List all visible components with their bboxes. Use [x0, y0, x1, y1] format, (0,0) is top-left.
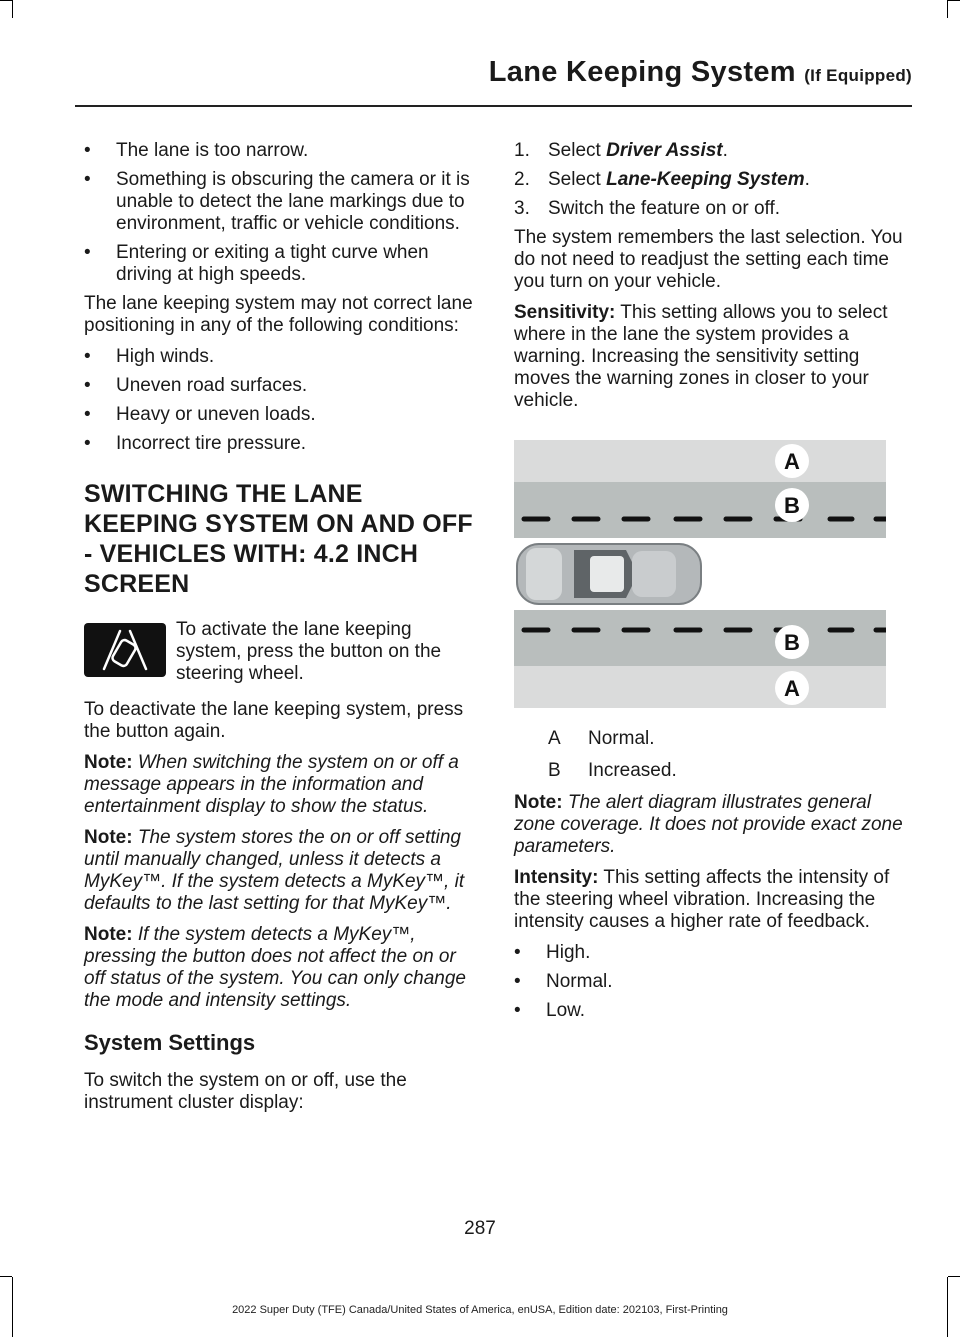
note-label: Note: [84, 752, 133, 773]
zone-a-bottom [514, 666, 886, 708]
note-text: If the system detects a MyKey™, pressing the button does not affect the on or off status of the system. You can only change the mode and intensity settings. [84, 924, 466, 1011]
legend-value: Increased. [588, 760, 677, 781]
step-text: Select [548, 169, 607, 190]
remembers-paragraph: The system remembers the last selection. You do not need to readjust the setting each time you turn on your vehicle. [514, 227, 903, 292]
diagram-label-a: A [784, 449, 800, 474]
legend-value: Normal. [588, 728, 655, 749]
step-number: 2. [514, 169, 530, 190]
header-divider [75, 105, 912, 107]
note-text: When switching the system on or off a message appears in the information and entertainment display to show the status. [84, 752, 459, 817]
step-suffix: . [722, 140, 728, 161]
intensity-label: Intensity: [514, 867, 599, 888]
list-item: • High. [514, 942, 909, 964]
deactivate-text: To deactivate the lane keeping system, press the button again. [84, 699, 464, 742]
activate-row [84, 619, 479, 685]
note-paragraph [84, 827, 479, 915]
car-top-view [517, 544, 701, 604]
crop-mark [0, 0, 12, 1]
left-column [84, 140, 479, 1123]
settings-intro: To switch the system on or off, use the instrument cluster display: [84, 1070, 407, 1113]
menu-option: Driver Assist [606, 140, 723, 161]
sensitivity-paragraph [514, 302, 909, 412]
step-text: Switch the feature on or off. [548, 198, 781, 219]
note-paragraph [84, 752, 479, 818]
intensity-text: This setting affects the intensity of the steering wheel vibration. Increasing the intensity causes a higher rate of feedback. [514, 867, 890, 932]
zone-a-top [514, 440, 886, 482]
legend-key: A [548, 728, 561, 749]
note-label: Note: [84, 924, 133, 945]
note-paragraph [84, 924, 479, 1012]
list-item: • Something is obscuring the camera or it is unable to detect the lane markings due to environment, traffic or vehicle conditions. [84, 169, 479, 235]
step-text: Select [548, 140, 607, 161]
menu-option: Lane-Keeping System [606, 169, 805, 190]
crop-mark [0, 1276, 12, 1277]
list-item: • The lane is too narrow. [84, 140, 479, 162]
note-text: The system stores the on or off setting until manually changed, unless it detects a MyKey™. If the system detects a MyKey™, it defaults to the last setting for that MyKey™. [84, 827, 465, 914]
crop-mark [948, 0, 960, 1]
intensity-paragraph [514, 867, 909, 933]
list-item: • Heavy or uneven loads. [84, 404, 479, 426]
list-item: • Normal. [514, 971, 909, 993]
step-number: 3. [514, 198, 530, 219]
list-item: • Uneven road surfaces. [84, 375, 479, 397]
step-item [514, 198, 909, 220]
activate-text: To activate the lane keeping system, press the button on the steering wheel. [176, 619, 442, 684]
note-paragraph [514, 792, 909, 858]
header-qualifier: (If Equipped) [804, 66, 912, 85]
zone-label-a-top [775, 444, 809, 478]
list-item: • High winds. [84, 346, 479, 368]
note-text: The alert diagram illustrates general zone coverage. It does not provide exact zone parameters. [514, 792, 903, 857]
lane-zone-diagram [514, 440, 886, 708]
zone-label-b-top [775, 488, 809, 522]
crop-mark [947, 0, 948, 18]
list-item: • Incorrect tire pressure. [84, 433, 479, 455]
step-number: 1. [514, 140, 530, 161]
section-heading: SWITCHING THE LANE KEEPING SYSTEM ON AND OFF - VEHICLES WITH: 4.2 INCH SCREEN [84, 480, 473, 598]
sensitivity-label: Sensitivity: [514, 302, 616, 323]
step-item [514, 140, 909, 162]
page-header [489, 56, 912, 89]
right-column [514, 140, 909, 1029]
crop-mark [12, 0, 13, 18]
zone-b-bottom [514, 610, 886, 666]
zone-label-a-bottom [775, 671, 809, 705]
page-number: 287 [464, 1218, 496, 1239]
diagram-label-b: B [784, 493, 800, 518]
crop-mark [948, 1276, 960, 1277]
edition-text: 2022 Super Duty (TFE) Canada/United States of America, enUSA, Edition date: 202103, First-Printing [232, 1304, 728, 1316]
note-label: Note: [514, 792, 563, 813]
legend-row [514, 728, 909, 750]
step-suffix: . [804, 169, 810, 190]
zone-b-top [514, 482, 886, 538]
legend-key: B [548, 760, 561, 781]
zone-label-b-bottom [775, 625, 809, 659]
sensitivity-text: This setting allows you to select where in the lane the system provides a warning. Increasing the sensitivity setting moves the warning zones in closer to your vehicle. [514, 302, 888, 411]
header-title: Lane Keeping System [488, 56, 796, 88]
lane-keeping-icon [84, 623, 166, 677]
diagram-label-a: A [784, 676, 800, 701]
note-label: Note: [84, 827, 133, 848]
sub-heading: System Settings [84, 1030, 256, 1055]
conditions-paragraph: The lane keeping system may not correct lane positioning in any of the following conditions: [84, 293, 473, 336]
step-item [514, 169, 909, 191]
list-item: • Low. [514, 1000, 909, 1022]
list-item: • Entering or exiting a tight curve when driving at high speeds. [84, 242, 479, 286]
legend-row [514, 760, 909, 782]
diagram-label-b: B [784, 630, 800, 655]
